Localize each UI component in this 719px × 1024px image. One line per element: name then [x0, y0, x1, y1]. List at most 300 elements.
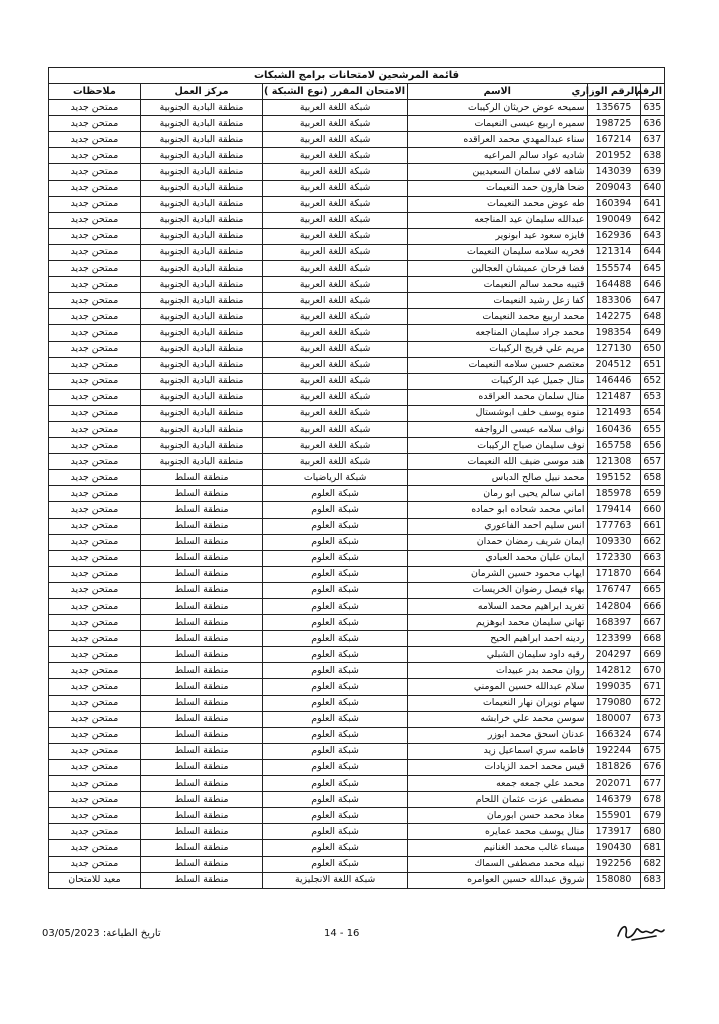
- candidate-name-cell: اماني محمد شحاده ابو حماده: [408, 502, 587, 518]
- ministry-no-cell: 142812: [587, 663, 640, 679]
- ministry-no-cell: 171870: [587, 566, 640, 582]
- ministry-no-cell: 199035: [587, 679, 640, 695]
- ministry-no-cell: 121493: [587, 405, 640, 421]
- work-center-cell: منطقة السلط: [140, 615, 262, 631]
- notes-cell: ممتحن جديد: [49, 164, 141, 180]
- notes-cell: ممتحن جديد: [49, 277, 141, 293]
- exam-network-cell: شبكة العلوم: [263, 518, 408, 534]
- work-center-cell: منطقة البادية الجنوبية: [140, 164, 262, 180]
- exam-network-cell: شبكة العلوم: [263, 631, 408, 647]
- candidate-name-cell: روان محمد بدر عبيدات: [408, 663, 587, 679]
- notes-cell: ممتحن جديد: [49, 808, 141, 824]
- ministry-no-cell: 179414: [587, 502, 640, 518]
- candidate-name-cell: ضحا هارون حمد النعيمات: [408, 180, 587, 196]
- exam-network-cell: شبكة العلوم: [263, 550, 408, 566]
- table-row: [49, 743, 665, 759]
- notes-cell: ممتحن جديد: [49, 566, 141, 582]
- notes-cell: ممتحن جديد: [49, 647, 141, 663]
- row-no-cell: 675: [640, 743, 664, 759]
- table-row: [49, 212, 665, 228]
- ministry-no-cell: 202071: [587, 776, 640, 792]
- work-center-cell: منطقة البادية الجنوبية: [140, 180, 262, 196]
- table-row: [49, 550, 665, 566]
- table-row: [49, 631, 665, 647]
- notes-cell: ممتحن جديد: [49, 373, 141, 389]
- exam-network-cell: شبكة العلوم: [263, 582, 408, 598]
- notes-cell: ممتحن جديد: [49, 486, 141, 502]
- table-row: [49, 727, 665, 743]
- candidate-name-cell: مريم علي فريج الركيبات: [408, 341, 587, 357]
- ministry-no-cell: 190430: [587, 840, 640, 856]
- ministry-no-cell: 192244: [587, 743, 640, 759]
- notes-cell: ممتحن جديد: [49, 776, 141, 792]
- notes-cell: ممتحن جديد: [49, 309, 141, 325]
- work-center-cell: منطقة السلط: [140, 808, 262, 824]
- work-center-cell: منطقة البادية الجنوبية: [140, 261, 262, 277]
- print-date: تاريخ الطباعة: 03/05/2023: [42, 928, 161, 939]
- candidate-name-cell: سهام نويران نهار النعيمات: [408, 695, 587, 711]
- exam-network-cell: شبكة اللغة العربية: [263, 293, 408, 309]
- notes-cell: ممتحن جديد: [49, 421, 141, 437]
- exam-network-cell: شبكة اللغة العربية: [263, 148, 408, 164]
- candidate-name-cell: محمد جراد سليمان المناجعه: [408, 325, 587, 341]
- notes-cell: ممتحن جديد: [49, 438, 141, 454]
- candidate-name-cell: سوسن محمد علي خرابشه: [408, 711, 587, 727]
- exam-network-cell: شبكة اللغة العربية: [263, 132, 408, 148]
- table-row: [49, 759, 665, 775]
- candidate-name-cell: شروق عبدالله حسين العوامره: [408, 872, 587, 888]
- header-notes: ملاحظات: [49, 84, 141, 100]
- work-center-cell: منطقة البادية الجنوبية: [140, 309, 262, 325]
- row-no-cell: 677: [640, 776, 664, 792]
- row-no-cell: 666: [640, 599, 664, 615]
- work-center-cell: منطقة البادية الجنوبية: [140, 421, 262, 437]
- table-row: [49, 856, 665, 872]
- ministry-no-cell: 123399: [587, 631, 640, 647]
- row-no-cell: 645: [640, 261, 664, 277]
- ministry-no-cell: 185978: [587, 486, 640, 502]
- table-row: [49, 582, 665, 598]
- ministry-no-cell: 192256: [587, 856, 640, 872]
- ministry-no-cell: 160436: [587, 421, 640, 437]
- exam-network-cell: شبكة اللغة العربية: [263, 261, 408, 277]
- work-center-cell: منطقة البادية الجنوبية: [140, 277, 262, 293]
- row-no-cell: 640: [640, 180, 664, 196]
- row-no-cell: 636: [640, 116, 664, 132]
- table-row: [49, 100, 665, 116]
- table-row: [49, 615, 665, 631]
- table-row: [49, 695, 665, 711]
- row-no-cell: 657: [640, 454, 664, 470]
- notes-cell: ممتحن جديد: [49, 228, 141, 244]
- ministry-no-cell: 209043: [587, 180, 640, 196]
- work-center-cell: منطقة السلط: [140, 856, 262, 872]
- notes-cell: ممتحن جديد: [49, 631, 141, 647]
- ministry-no-cell: 109330: [587, 534, 640, 550]
- exam-network-cell: شبكة العلوم: [263, 759, 408, 775]
- work-center-cell: منطقة السلط: [140, 486, 262, 502]
- row-no-cell: 669: [640, 647, 664, 663]
- header-ministry-no: الرقم الوزاري: [587, 84, 640, 100]
- header-no: الرقم: [640, 84, 664, 100]
- row-no-cell: 651: [640, 357, 664, 373]
- notes-cell: ممتحن جديد: [49, 711, 141, 727]
- candidate-name-cell: عدنان اسحق محمد ابوزر: [408, 727, 587, 743]
- exam-network-cell: شبكة اللغة العربية: [263, 277, 408, 293]
- work-center-cell: منطقة السلط: [140, 695, 262, 711]
- candidate-name-cell: عبدالله سليمان عيد المناجعه: [408, 212, 587, 228]
- ministry-no-cell: 121308: [587, 454, 640, 470]
- work-center-cell: منطقة البادية الجنوبية: [140, 405, 262, 421]
- work-center-cell: منطقة السلط: [140, 792, 262, 808]
- work-center-cell: منطقة السلط: [140, 743, 262, 759]
- table-row: [49, 454, 665, 470]
- work-center-cell: منطقة البادية الجنوبية: [140, 438, 262, 454]
- row-no-cell: 660: [640, 502, 664, 518]
- page-number: 14 - 16: [324, 928, 360, 939]
- exam-network-cell: شبكة العلوم: [263, 808, 408, 824]
- row-no-cell: 662: [640, 534, 664, 550]
- work-center-cell: منطقة السلط: [140, 872, 262, 888]
- work-center-cell: منطقة السلط: [140, 840, 262, 856]
- candidate-name-cell: شاديه عواد سالم المراعيه: [408, 148, 587, 164]
- exam-network-cell: شبكة العلوم: [263, 599, 408, 615]
- notes-cell: ممتحن جديد: [49, 212, 141, 228]
- row-no-cell: 638: [640, 148, 664, 164]
- notes-cell: ممتحن جديد: [49, 502, 141, 518]
- ministry-no-cell: 155574: [587, 261, 640, 277]
- table-row: [49, 325, 665, 341]
- table-row: [49, 711, 665, 727]
- work-center-cell: منطقة السلط: [140, 824, 262, 840]
- table-row: [49, 132, 665, 148]
- candidate-name-cell: منوه يوسف خلف ابوشستال: [408, 405, 587, 421]
- work-center-cell: منطقة البادية الجنوبية: [140, 293, 262, 309]
- ministry-no-cell: 204297: [587, 647, 640, 663]
- row-no-cell: 679: [640, 808, 664, 824]
- notes-cell: ممتحن جديد: [49, 357, 141, 373]
- exam-network-cell: شبكة العلوم: [263, 486, 408, 502]
- exam-network-cell: شبكة العلوم: [263, 647, 408, 663]
- candidate-name-cell: منال سلمان محمد العراقده: [408, 389, 587, 405]
- table-row: [49, 116, 665, 132]
- exam-network-cell: شبكة العلوم: [263, 534, 408, 550]
- table-row: [49, 566, 665, 582]
- table-row: [49, 293, 665, 309]
- row-no-cell: 670: [640, 663, 664, 679]
- table-row: [49, 196, 665, 212]
- header-row: [49, 84, 665, 100]
- work-center-cell: منطقة السلط: [140, 582, 262, 598]
- candidate-name-cell: ايمان عليان محمد العبادي: [408, 550, 587, 566]
- row-no-cell: 646: [640, 277, 664, 293]
- work-center-cell: منطقة البادية الجنوبية: [140, 100, 262, 116]
- table-row: [49, 389, 665, 405]
- candidate-name-cell: رقيه داود سليمان الشبلي: [408, 647, 587, 663]
- ministry-no-cell: 155901: [587, 808, 640, 824]
- row-no-cell: 656: [640, 438, 664, 454]
- exam-network-cell: شبكة العلوم: [263, 679, 408, 695]
- ministry-no-cell: 168397: [587, 615, 640, 631]
- row-no-cell: 658: [640, 470, 664, 486]
- table-row: [49, 341, 665, 357]
- work-center-cell: منطقة البادية الجنوبية: [140, 228, 262, 244]
- header-exam: الامتحان المقرر (نوع الشبكة ): [263, 84, 408, 100]
- notes-cell: ممتحن جديد: [49, 405, 141, 421]
- table-row: [49, 502, 665, 518]
- table-row: [49, 309, 665, 325]
- candidate-name-cell: معتصم حسين سلامه النعيمات: [408, 357, 587, 373]
- exam-network-cell: شبكة اللغة العربية: [263, 196, 408, 212]
- table-row: [49, 405, 665, 421]
- exam-network-cell: شبكة اللغة العربية: [263, 180, 408, 196]
- notes-cell: ممتحن جديد: [49, 196, 141, 212]
- exam-network-cell: شبكة اللغة العربية: [263, 438, 408, 454]
- candidate-name-cell: فضا فرحان عميشان العجالين: [408, 261, 587, 277]
- exam-network-cell: شبكة العلوم: [263, 743, 408, 759]
- notes-cell: ممتحن جديد: [49, 663, 141, 679]
- notes-cell: ممتحن جديد: [49, 550, 141, 566]
- exam-network-cell: شبكة العلوم: [263, 663, 408, 679]
- exam-network-cell: شبكة العلوم: [263, 502, 408, 518]
- exam-network-cell: شبكة اللغة العربية: [263, 309, 408, 325]
- candidate-name-cell: منال جميل عيد الركيبات: [408, 373, 587, 389]
- work-center-cell: منطقة السلط: [140, 502, 262, 518]
- candidate-name-cell: نواف سلامه عيسى الرواجفه: [408, 421, 587, 437]
- row-no-cell: 683: [640, 872, 664, 888]
- candidate-name-cell: سلام عبدالله حسين المومني: [408, 679, 587, 695]
- ministry-no-cell: 160394: [587, 196, 640, 212]
- row-no-cell: 649: [640, 325, 664, 341]
- exam-network-cell: شبكة اللغة العربية: [263, 212, 408, 228]
- table-row: [49, 148, 665, 164]
- candidate-name-cell: محمد اربيع محمد النعيمات: [408, 309, 587, 325]
- work-center-cell: منطقة البادية الجنوبية: [140, 373, 262, 389]
- candidate-name-cell: محمد علي جمعه جمعه: [408, 776, 587, 792]
- notes-cell: ممتحن جديد: [49, 695, 141, 711]
- ministry-no-cell: 146446: [587, 373, 640, 389]
- table-row: [49, 872, 665, 888]
- row-no-cell: 635: [640, 100, 664, 116]
- work-center-cell: منطقة البادية الجنوبية: [140, 116, 262, 132]
- candidate-name-cell: محمد نبيل صالح الدباس: [408, 470, 587, 486]
- candidate-name-cell: بهاء فيصل رضوان الخريسات: [408, 582, 587, 598]
- ministry-no-cell: 198354: [587, 325, 640, 341]
- candidate-name-cell: تهاني سليمان محمد ابوهزيم: [408, 615, 587, 631]
- table-row: [49, 599, 665, 615]
- notes-cell: ممتحن جديد: [49, 534, 141, 550]
- table-row: [49, 808, 665, 824]
- notes-cell: ممتحن جديد: [49, 856, 141, 872]
- row-no-cell: 643: [640, 228, 664, 244]
- exam-network-cell: شبكة العلوم: [263, 792, 408, 808]
- notes-cell: ممتحن جديد: [49, 792, 141, 808]
- notes-cell: ممتحن جديد: [49, 840, 141, 856]
- notes-cell: ممتحن جديد: [49, 180, 141, 196]
- ministry-no-cell: 142275: [587, 309, 640, 325]
- table-row: [49, 663, 665, 679]
- row-no-cell: 639: [640, 164, 664, 180]
- work-center-cell: منطقة السلط: [140, 679, 262, 695]
- notes-cell: ممتحن جديد: [49, 293, 141, 309]
- exam-network-cell: شبكة العلوم: [263, 776, 408, 792]
- row-no-cell: 637: [640, 132, 664, 148]
- exam-network-cell: شبكة اللغة العربية: [263, 421, 408, 437]
- table-row: [49, 470, 665, 486]
- work-center-cell: منطقة البادية الجنوبية: [140, 244, 262, 260]
- candidate-name-cell: سناء عبدالمهدي محمد العراقده: [408, 132, 587, 148]
- work-center-cell: منطقة البادية الجنوبية: [140, 454, 262, 470]
- header-name: الاسم: [408, 84, 587, 100]
- notes-cell: ممتحن جديد: [49, 454, 141, 470]
- ministry-no-cell: 195152: [587, 470, 640, 486]
- row-no-cell: 644: [640, 244, 664, 260]
- table-row: [49, 438, 665, 454]
- exam-network-cell: شبكة اللغة الانجليزية: [263, 872, 408, 888]
- row-no-cell: 650: [640, 341, 664, 357]
- table-row: [49, 180, 665, 196]
- candidate-name-cell: فخريه سلامه سليمان النعيمات: [408, 244, 587, 260]
- exam-network-cell: شبكة العلوم: [263, 695, 408, 711]
- work-center-cell: منطقة السلط: [140, 566, 262, 582]
- table-row: [49, 647, 665, 663]
- exam-network-cell: شبكة العلوم: [263, 727, 408, 743]
- row-no-cell: 676: [640, 759, 664, 775]
- ministry-no-cell: 180007: [587, 711, 640, 727]
- ministry-no-cell: 165758: [587, 438, 640, 454]
- notes-cell: ممتحن جديد: [49, 599, 141, 615]
- exam-network-cell: شبكة اللغة العربية: [263, 357, 408, 373]
- table-row: [49, 244, 665, 260]
- notes-cell: ممتحن جديد: [49, 244, 141, 260]
- work-center-cell: منطقة السلط: [140, 470, 262, 486]
- table-body: [49, 100, 665, 889]
- notes-cell: ممتحن جديد: [49, 470, 141, 486]
- exam-network-cell: شبكة اللغة العربية: [263, 389, 408, 405]
- exam-network-cell: شبكة العلوم: [263, 566, 408, 582]
- row-no-cell: 654: [640, 405, 664, 421]
- ministry-no-cell: 121314: [587, 244, 640, 260]
- candidate-name-cell: كفا زعل رشيد النعيمات: [408, 293, 587, 309]
- table-row: [49, 357, 665, 373]
- candidate-name-cell: سميحه عوض حريثان الركيبات: [408, 100, 587, 116]
- row-no-cell: 653: [640, 389, 664, 405]
- row-no-cell: 681: [640, 840, 664, 856]
- table-row: [49, 261, 665, 277]
- table-row: [49, 824, 665, 840]
- ministry-no-cell: 183306: [587, 293, 640, 309]
- work-center-cell: منطقة السلط: [140, 550, 262, 566]
- candidate-name-cell: انس سليم احمد الفاعوري: [408, 518, 587, 534]
- exam-network-cell: شبكة اللغة العربية: [263, 325, 408, 341]
- candidate-name-cell: اماني سالم يحيى ابو رمان: [408, 486, 587, 502]
- notes-cell: ممتحن جديد: [49, 261, 141, 277]
- notes-cell: ممتحن جديد: [49, 582, 141, 598]
- notes-cell: معيد للامتحان: [49, 872, 141, 888]
- table-row: [49, 277, 665, 293]
- ministry-no-cell: 198725: [587, 116, 640, 132]
- notes-cell: ممتحن جديد: [49, 518, 141, 534]
- exam-network-cell: شبكة اللغة العربية: [263, 100, 408, 116]
- notes-cell: ممتحن جديد: [49, 389, 141, 405]
- ministry-no-cell: 146379: [587, 792, 640, 808]
- candidate-name-cell: فايزه سعود عيد ابونوير: [408, 228, 587, 244]
- ministry-no-cell: 135675: [587, 100, 640, 116]
- ministry-no-cell: 181826: [587, 759, 640, 775]
- candidate-name-cell: شاهه لافي سلمان السعيديين: [408, 164, 587, 180]
- candidate-name-cell: ايهاب محمود حسين الشرمان: [408, 566, 587, 582]
- header-work-center: مركز العمل: [140, 84, 262, 100]
- table-row: [49, 534, 665, 550]
- table-title: قائمة المرشحين لامتحانات برامج الشبكات: [49, 68, 665, 84]
- exam-network-cell: شبكة اللغة العربية: [263, 341, 408, 357]
- row-no-cell: 655: [640, 421, 664, 437]
- candidate-name-cell: قتيبه محمد سالم النعيمات: [408, 277, 587, 293]
- ministry-no-cell: 164488: [587, 277, 640, 293]
- exam-network-cell: شبكة اللغة العربية: [263, 164, 408, 180]
- row-no-cell: 667: [640, 615, 664, 631]
- ministry-no-cell: 204512: [587, 357, 640, 373]
- notes-cell: ممتحن جديد: [49, 100, 141, 116]
- table-row: [49, 373, 665, 389]
- row-no-cell: 673: [640, 711, 664, 727]
- ministry-no-cell: 121487: [587, 389, 640, 405]
- table-row: [49, 164, 665, 180]
- row-no-cell: 682: [640, 856, 664, 872]
- exam-network-cell: شبكة اللغة العربية: [263, 116, 408, 132]
- table-row: [49, 228, 665, 244]
- work-center-cell: منطقة السلط: [140, 599, 262, 615]
- work-center-cell: منطقة السلط: [140, 776, 262, 792]
- work-center-cell: منطقة السلط: [140, 727, 262, 743]
- row-no-cell: 647: [640, 293, 664, 309]
- ministry-no-cell: 173917: [587, 824, 640, 840]
- ministry-no-cell: 166324: [587, 727, 640, 743]
- table-row: [49, 518, 665, 534]
- candidate-name-cell: طه عوض محمد النعيمات: [408, 196, 587, 212]
- notes-cell: ممتحن جديد: [49, 824, 141, 840]
- work-center-cell: منطقة البادية الجنوبية: [140, 212, 262, 228]
- row-no-cell: 672: [640, 695, 664, 711]
- candidate-name-cell: مصطفى عزت عثمان اللحام: [408, 792, 587, 808]
- candidate-name-cell: تغريد ابراهيم محمد السلامه: [408, 599, 587, 615]
- notes-cell: ممتحن جديد: [49, 325, 141, 341]
- row-no-cell: 678: [640, 792, 664, 808]
- candidate-name-cell: ميساء غالب محمد الغنانيم: [408, 840, 587, 856]
- ministry-no-cell: 179080: [587, 695, 640, 711]
- signature-image: [612, 916, 672, 946]
- work-center-cell: منطقة البادية الجنوبية: [140, 357, 262, 373]
- notes-cell: ممتحن جديد: [49, 679, 141, 695]
- work-center-cell: منطقة السلط: [140, 663, 262, 679]
- row-no-cell: 665: [640, 582, 664, 598]
- exam-network-cell: شبكة اللغة العربية: [263, 454, 408, 470]
- ministry-no-cell: 190049: [587, 212, 640, 228]
- candidate-name-cell: نوف سليمان صباح الركيبات: [408, 438, 587, 454]
- work-center-cell: منطقة السلط: [140, 534, 262, 550]
- ministry-no-cell: 142804: [587, 599, 640, 615]
- exam-network-cell: شبكة العلوم: [263, 824, 408, 840]
- ministry-no-cell: 167214: [587, 132, 640, 148]
- work-center-cell: منطقة البادية الجنوبية: [140, 325, 262, 341]
- work-center-cell: منطقة البادية الجنوبية: [140, 132, 262, 148]
- work-center-cell: منطقة البادية الجنوبية: [140, 196, 262, 212]
- table-row: [49, 486, 665, 502]
- exam-network-cell: شبكة العلوم: [263, 840, 408, 856]
- table-row: [49, 421, 665, 437]
- notes-cell: ممتحن جديد: [49, 148, 141, 164]
- work-center-cell: منطقة السلط: [140, 759, 262, 775]
